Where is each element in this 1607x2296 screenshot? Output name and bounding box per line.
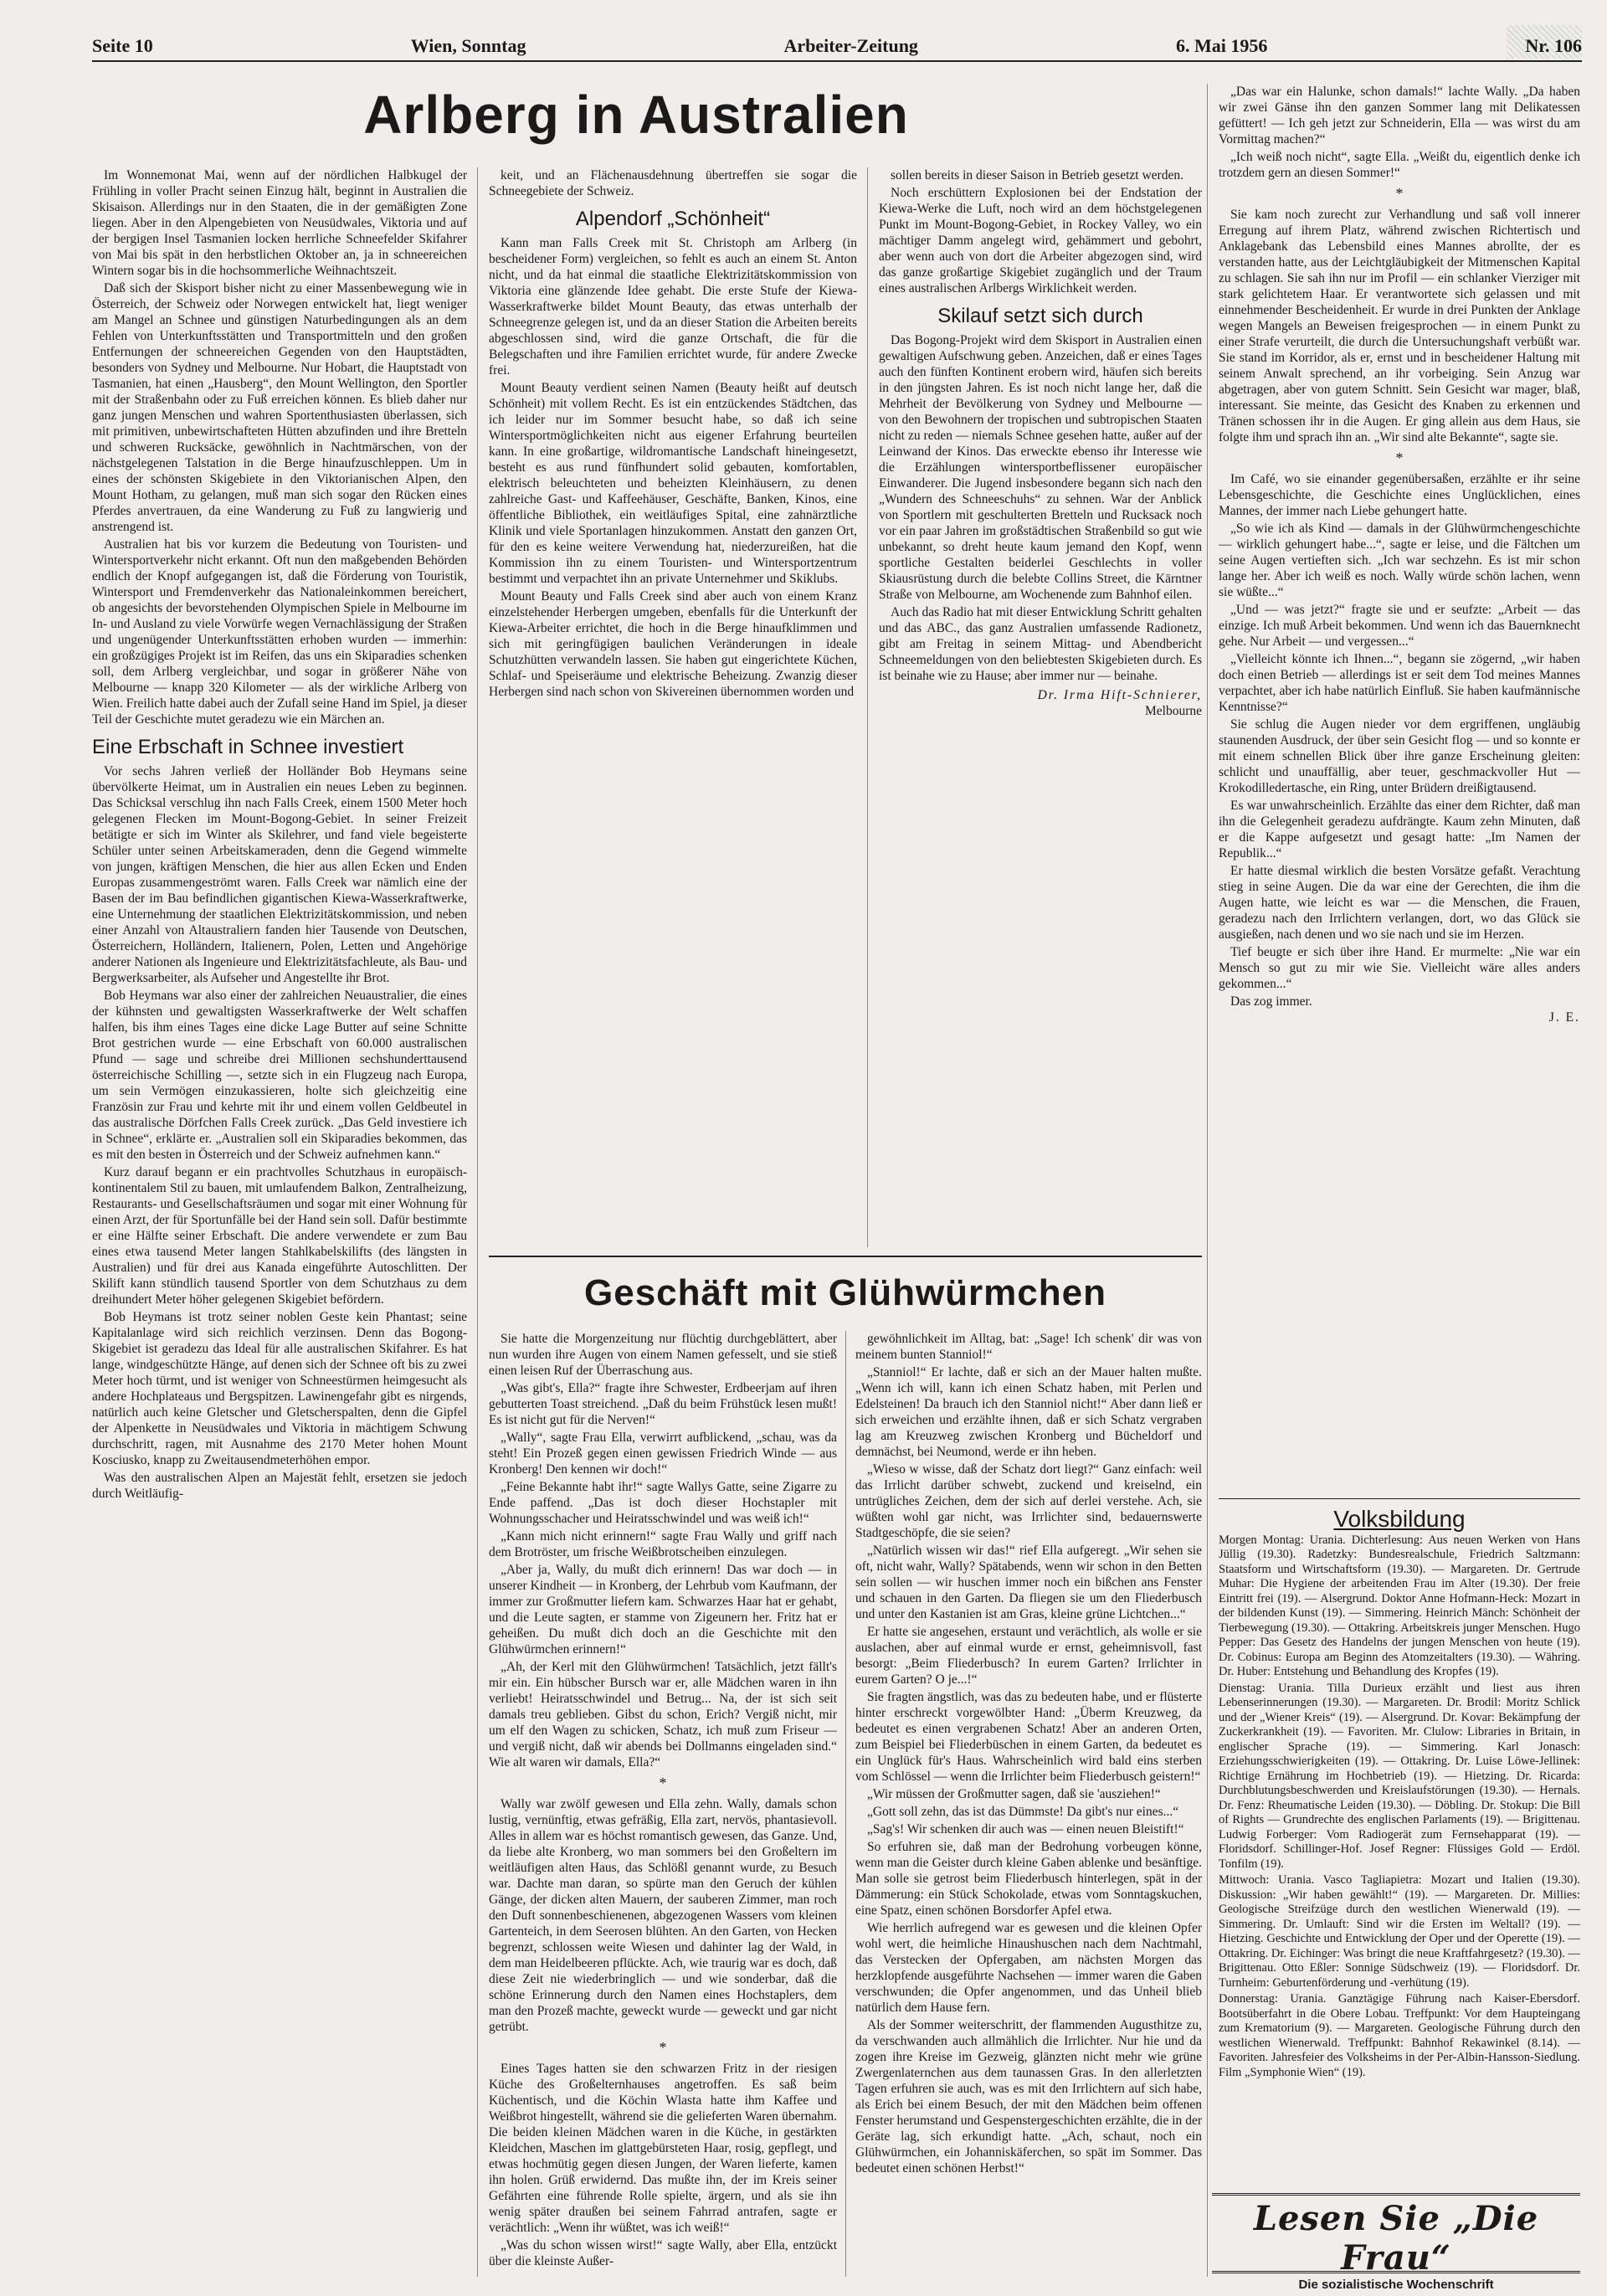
paragraph: Kurz darauf begann er ein prachtvolles Schutzhaus in europäisch-kontinentalem Stil zu bauen, mit umlaufendem Balkon, Zentralheizung, Restaurants- und Gesellschaftsräumen und sogar mit einer Wohnung für einen Arzt, der für Sportunfälle bei der Hand sein soll. Dafür bestimmte er eine Hälfte seiner Erbschaft. Die andere verwendete er zum Bau eines etwa tausend Meter langen Stahlkabelskilifts (des längsten in Australien) und für drei aus Kanada eingeführte Autoschlitten. Der Skilift kann stündlich tausend Sportler von dem Schutzhaus zu dem dreihundert Meter höher gelegenen Skigebiet befördern. <box>92 1165 467 1307</box>
paragraph: „Feine Bekannte habt ihr!“ sagte Wallys Gatte, seine Zigarre zu Ende paffend. „Das ist doch dieser Hochstapler mit Wohnungsschacher und Heiratsschwindel und was weiß ich!“ <box>489 1480 837 1526</box>
author-initials: J. E. <box>1548 1010 1580 1025</box>
paragraph: Auch das Radio hat mit dieser Entwicklung Schritt gehalten und das ABC., das ganz Australien umfassende Radionetz, gibt am Freitag in seinem Mittag- und Abendbericht Schneemeldungen von den beliebtesten Skigebieten durch. Es ist beinahe wie zu Hause; aber immer nur — beinahe. <box>879 605 1202 683</box>
paragraph: Das zog immer. <box>1230 994 1312 1009</box>
article-separator <box>489 1256 1202 1257</box>
paragraph: Mount Beauty verdient seinen Namen (Beauty heißt auf deutsch Schönheit) mit vollem Recht. Es ist ein entzückendes Städtchen, das ich leider nur im Sommer besucht habe, so daß ich seine Wintersportmöglichkeiten nicht aus eigener Erfahrung beurteilen kann. In eine großartige, wildromantische Landschaft hineingesetzt, besteht es aus rund fünfhundert solid gebauten, komfortablen, elektrisch beleuchteten und beheizten Kleinhäusern, zu denen zahlreiche Gast- und Kaffeehäuser, Geschäfte, Banken, Kinos, eine öffentliche Bibliothek, ein weitläufiges Spital, eine zahnärztliche Klinik und viele Sportanlagen hinzukommen. Anstatt den ganzen Ort, für den es keine weitere Verwendung hat, niederzureißen, hat die Kommission ihn zu einem Touristen- und Wintersportzentrum bestimmt und verpachtet ihn an private Unternehmer und Skiklubs. <box>489 381 857 586</box>
column-divider <box>845 1331 846 2277</box>
article-title: Geschäft mit Glühwürmchen <box>584 1272 1106 1313</box>
paragraph: Im Café, wo sie einander gegenübersaßen, erzählte er ihr seine Lebensgeschichte, die Geschichte eines Unglücklichen, eines Mannes, der immer nach Liebe gehungert hatte. <box>1219 472 1580 518</box>
page-number: Seite 10 <box>92 35 153 56</box>
ad-subtitle: Die sozialistische Wochenschrift <box>1298 2278 1494 2292</box>
article2-column-3 <box>1219 84 1580 1490</box>
masthead-rule <box>92 60 1582 62</box>
paragraph: Im Wonnemonat Mai, wenn auf der nördlichen Halbkugel der Frühling in voller Pracht seinen Einzug hält, beginnt in Australien die Skisaison. Allerdings nur in den Staaten, die in der gemäßigten Zone liegen. Aber in den Alpengebieten von Neusüdwales, Viktoria und auf der bergigen Insel Tasmanien locken herrliche Schneefelder Skifahrer von Mai bis spät in den herbstlichen Oktober an, ja in schneereichen Wintern sogar bis in die hochsommerliche Weihnachtszeit. <box>92 168 467 278</box>
author-byline: Dr. Irma Hift-Schnierer, <box>1037 688 1202 702</box>
listing-entry: Mittwoch: Urania. Vasco Tagliapietra: Mozart und Italien (19.30). Diskussion: „Wir haben gewählt!“ (19). — Margareten. Dr. Millies: Geologische Streifzüge durch den westlichen Wienerwald (19). — Simmering. Dr. Umlauft: Sind wir die Ersten im Weltall? (19). — Hietzing. Geschichte und Entwicklung der Oper und der Operette (19). — Ottakring. Dr. Eichinger: Was bringt die neue Kraftfahrgesetz? (19.30). — Brigittenau. Otto Eßler: Sonnige Südschweiz (19). — Floridsdorf. Dr. Turnheim: Geburtenförderung und -verhütung (19). <box>1219 1873 1580 1990</box>
subheading: Eine Erbschaft in Schnee investiert <box>92 736 404 758</box>
paragraph: Wie herrlich aufregend war es gewesen und die kleinen Opfer wohl wert, die heimliche Hinaushuschen nach dem Nachtmahl, das Verstecken der Opfergaben, am nächsten Morgen das herzklopfende ausgeführte Nachsehen — immer waren die Gaben verschwunden; die Opfer angenommen, und das Unheil blieb natürlich dem Hause fern. <box>855 1921 1202 2015</box>
article1-column-2 <box>489 167 857 1247</box>
paragraph: Bob Heymans ist trotz seiner noblen Geste kein Phantast; seine Kapitalanlage wird sich reichlich verzinsen. Denn das Bogong-Skigebiet ist geradezu das Ideal für alle australischen Skifahrer. Es hat lange, windgeschützte Hänge, auf denen sich der Schnee oft bis zu zwei Meter hoch türmt, und ist weniger von Schneestürmen heimgesucht als andere Hochplateaus und Bergspitzen. Lawinengefahr gibt es nirgends, natürlich auch keine Gletscher und Gletscherspalten, denn die Gipfel der Alpenkette in Neusüdwales und Viktoria in mächtigem Schwung durchschritt, ragen, mit Ausnahme des 2170 Meter hohen Mount Kosciusko, knapp zu Zweitausendmeterhöhen empor. <box>92 1310 467 1467</box>
paragraph: Tief beugte er sich über ihre Hand. Er murmelte: „Nie war ein Mensch so gut zu mir wie Sie. Vielleicht wäre alles anders gekommen...“ <box>1219 945 1580 991</box>
section-title: Volksbildung <box>1333 1506 1466 1532</box>
paragraph: „Aber ja, Wally, du mußt dich erinnern! Das war doch — in unserer Kindheit — in Kronberg, der Lehrbub vom Kaufmann, der immer zur Großmutter liefern kam. Schwarzes Haar hat er gehabt, und die Leute sagten, er stamme von Zigeunern her. Fritz hat er geheißen. Du mußt dich doch an die Geschichte mit den Glühwürmchen erinnern!“ <box>489 1563 837 1657</box>
paragraph: „Sag's! Wir schenken dir auch was — einen neuen Bleistift!“ <box>867 1822 1184 1836</box>
section-star: * <box>659 1775 667 1791</box>
subheading: Alpendorf „Schönheit“ <box>575 208 771 230</box>
paragraph: „Natürlich wissen wir das!“ rief Ella aufgeregt. „Wir sehen sie oft, nicht wahr, Wally? Spätabends, wenn wir schon in den Betten sein sollen — wir huschen immer noch ein bißchen ans Fenster und schauen in den Garten. Da fliegen sie um den Fliederbusch und unter den Kastanien ist am Gras, kleine grüne Lichtchen...“ <box>855 1544 1202 1621</box>
paragraph: Sie fragten ängstlich, was das zu bedeuten habe, und er flüsterte hinter erschreckt vorgewölbter Hand: „Überm Kreuzweg, da bedeutet es einen vergrabenen Schatz! Aber an anderen Orten, zum Beispiel bei Fliederbüschen in einem Garten, da bedeutet es ein Unglück für's Haus. Wahrscheinlich wird bald eins sterben vom Schlössel — wenn die Irrlichter beim Fliederbusch geistern!“ <box>855 1690 1202 1784</box>
subheading: Skilauf setzt sich durch <box>937 305 1143 327</box>
paragraph: „Das war ein Halunke, schon damals!“ lachte Wally. „Da haben wir zwei Gänse ihn den ganzen Sommer lang mit Delikatessen gefüttert! — Ich geh jetzt zur Schneiderin, Ella — was wirst du am Vormittag machen?“ <box>1219 85 1580 146</box>
masthead <box>92 35 1582 57</box>
paragraph: keit, und an Flächenausdehnung übertreffen sie sogar die Schneegebiete der Schweiz. <box>489 168 857 198</box>
section-star: * <box>1395 185 1404 202</box>
listing-entry: Dienstag: Urania. Tilla Durieux erzählt und liest aus ihren Lebenserinnerungen (19.30). — Margareten. Dr. Brodil: Moritz Schlick und der „Wiener Kreis“ (19). — Alsergrund. Dr. Kovar: Bekämpfung der Zuckerkrankheit (19). — Favoriten. Mr. Clulow: Libraries in Britain, in englischer Sprache (19). — Simmering. Karl Jonasch: Erziehungsschwierigkeiten (19). — Ottakring. Dr. Luise Löwe-Jellinek: Richtige Ernährung im Hochbetrieb (19). — Hietzing. Dr. Ricarda: Durchblutungsbeschwerden und Kreislaufstörungen (19.30). — Hernals. Dr. Fenz: Rheumatische Leiden (19.30). — Döbling. Dr. Stokup: Die Bill of Rights — Grundrechte des englischen Parlaments (19). — Brigittenau. Ludwig Forberger: Vom Radiogerät zum Fernsehapparat (19). — Floridsdorf. Schillinger-Hof. Josef Regner: Flüssiges Gold — Erdöl. Tonfilm (19). <box>1219 1681 1580 1871</box>
paragraph: Mount Beauty und Falls Creek sind aber auch von einem Kranz einzelstehender Herbergen umgeben, ebenfalls für die Unterkunft der Kiewa-Arbeiter errichtet, die hoch in die Berge hinaufklimmen und sich mit geringfügigen baulichen Veränderungen in ideale Schutzhütten verwandeln lassen. Sie haben gut eingerichtete Küchen, Schlaf- und Speiseräume und elektrische Beheizung. Zwanzig dieser Herbergen sind nach schon von Skivereinen übernommen worden und <box>489 589 857 699</box>
paragraph: Kann man Falls Creek mit St. Christoph am Arlberg (in bescheidener Form) vergleichen, so fehlt es auch an einem St. Anton nicht, und da hat einmal die staatliche Elektrizitätskommission von Viktoria eine glänzende Idee gehabt. Die erste Stufe der Kiewa-Wasserkraftwerke bildet Mount Beauty, das etwas unterhalb der Schneegrenze gelegen ist, und da an dieser Station die Arbeiten bereits abgeschlossen sind, wird die ganze Ortschaft, die für die Belegschaften und ihre Familien errichtet wurde, für andere Zwecke frei. <box>489 236 857 378</box>
paragraph: Australien hat bis vor kurzem die Bedeutung von Touristen- und Wintersportverkehr nicht erkannt. Oft nun den maßgebenden Behörden endlich der Knopf aufgegangen ist, daß die Förderung von Touristik, Wintersport und Fremdenverkehr das Nationaleinkommen bereichert, ob angesichts der bevorstehenden Olympischen Spiele in Melbourne im In- und Ausland zu viele Vorwürfe wegen Vernachlässigung der Straßen und ungenügender Unterkunftsstätten erhoben wurden — immerhin: ein großzügiges Projekt ist im Reifen, das uns ein Skiparadies schenken soll, dem Arlberg vergleichbar, und sogar in größerer Nähe von Melbourne — knapp 320 Kilometer — als der wirkliche Arlberg von Wien. Freilich hatte dabei auch der Zufall seine Hand im Spiel, ja dieser Teil der Geschichte mutet geradezu wie ein Märchen an. <box>92 537 467 727</box>
paragraph: Er hatte diesmal wirklich die besten Vorsätze gefaßt. Verachtung stieg in seine Augen. Die da war eine der Gerechten, die ihm die Augen hatte, wie leicht es war — die Menschen, die Frauen, geradezu nach den Irrlichtern verlangen, dort, wo das Glück sie ausgießen, nach denen und wo sie nach und sie im Herzen. <box>1219 864 1580 942</box>
listing-entry: Donnerstag: Urania. Ganztägige Führung nach Kaiser-Ebersdorf. Bootsüberfahrt in die Obere Lobau. Treffpunkt: Vor dem Haupteingang zum Krematorium (9). — Margareten. Geologische Führung durch den westlichen Wienerwald. Treffpunkt: Bahnhof Rekawinkel (8.14). — Favoriten. Jahresfeier des Volksheims in der Per-Albin-Hansson-Siedlung. Film „Symphonie Wien“ (19). <box>1219 1992 1580 2079</box>
column-divider <box>1207 84 1208 2277</box>
issue-date: 6. Mai 1956 <box>1175 35 1268 56</box>
column-divider <box>867 167 868 1247</box>
paragraph: Vor sechs Jahren verließ der Holländer Bob Heymans seine übervölkerte Heimat, um in Australien ein neues Leben zu beginnen. Das Schicksal verschlug ihn nach Falls Creek, einem 1500 Meter hoch gelegenen Flecken im Mount-Bogong-Gebiet. In seiner Freizeit betätigte er sich im Winter als Skilehrer, und fand viele begeisterte Schüler unter seinen Arbeitskameraden, denn die Gegend wimmelte von jungen, kräftigen Menschen, die hier aus allen Ecken und Enden Europas zusammengeströmt waren. Falls Creek war nämlich eine der Basen der im Bau befindlichen gigantischen Kiewa-Wasserkraftwerke, eine Unternehmung der staatlichen Elektrizitätskommission, und neben einer Anzahl von Altaustraliern fanden hier Tausende von Deutschen, Österreichern, Holländern, Italienern, Polen, Letten und Angehörige anderer Nationen als Ingenieure und Elektrizitätsfachleute, als Bau- und Bergwerksarbeiter, als Aufseher und Angestellte ihr Brot. <box>92 764 467 985</box>
paragraph: „Ah, der Kerl mit den Glühwürmchen! Tatsächlich, jetzt fällt's mir ein. Ein hübscher Bursch war er, alle Mädchen waren in ihn verliebt! Heiratsschwindel und Betrug... Na, der ist sich seit damals treu geblieben. Gibst du schon, Erich? Vergiß nicht, mir um elf den Wagen zu schicken, Schatz, ich muß zum Friseur — und vergiß nicht, daß wir abends bei Dollmanns eingeladen sind.“ Wie alt waren wir damals, Ella?“ <box>489 1660 837 1770</box>
article-title: Arlberg in Australien <box>363 85 909 145</box>
paragraph: So erfuhren sie, daß man der Bedrohung vorbeugen könne, wenn man die Geister durch kleine Gaben ablenke und besänftige. Man solle sie getrost beim Fliederbusch hinterlegen, spät in der Dämmerung: ein Stück Schokolade, etwas vom Sonntagskuchen, eine Spatz, einen schönen Borsdorfer Apfel etwa. <box>855 1840 1202 1918</box>
article2-column-2 <box>855 1331 1202 2277</box>
paragraph: „Gott soll zehn, das ist das Dümmste! Da gibt's nur eines...“ <box>867 1805 1179 1819</box>
paragraph: „Wally“, sagte Frau Ella, verwirrt aufblickend, „schau, was da steht! Ein Prozeß gegen einen gewissen Friedrich Winde — aus Kronberg! Den kennen wir doch!“ <box>489 1431 837 1477</box>
paragraph: Was den australischen Alpen an Majestät fehlt, ersetzen sie jedoch durch Weitläufig- <box>92 1471 467 1501</box>
paragraph: gewöhnlichkeit im Alltag, bat: „Sage! Ich schenk' dir was von meinem bunten Stanniol!“ <box>855 1332 1202 1362</box>
advertisement-box <box>1212 2193 1580 2292</box>
paragraph: „Was gibt's, Ella?“ fragte ihre Schwester, Erdbeerjam auf ihren gebutterten Toast streichend. „Daß du beim Frühstück lesen mußt! Es ist nicht gut für die Nerven!“ <box>489 1381 837 1427</box>
paragraph: Bob Heymans war also einer der zahlreichen Neuaustralier, die eines der kühnsten und gewaltigsten Wasserkraftwerke der Welt schaffen halfen, bis ihm eines Tages eine dicke Lage Butter auf seine Schnitte Brot gestrichen wurde — eine Erbschaft von 60.000 australischen Pfund — sage und schreibe drei Millionen sechshunderttausend österreichische Schilling —, setzte sich in ein Flugzeug nach Europa, um sein Vermögen einzukassieren, holte sich gleichzeitig eine Französin zur Frau und kehrte mit ihr und einem vollen Geldbeutel in das australische Dörfchen Falls Creek zurück. „Das Geld investiere ich in Schnee“, erklärte er. „Australien soll ein Skiparadies bekommen, das es mit den besten in Österreich und der Schweiz aufnehmen kann.“ <box>92 989 467 1162</box>
paragraph: „Ich weiß noch nicht“, sagte Ella. „Weißt du, eigentlich denke ich trotzdem gern an diesen Sommer!“ <box>1219 150 1580 180</box>
article1-column-1 <box>92 167 467 2277</box>
paragraph: „Wieso w wisse, daß der Schatz dort liegt?“ Ganz einfach: weil das Irrlicht darüber schwebt, zuckend und kreiselnd, ein untrügliches Zeichen, dem der sich auf derlei verstehe. Ach, sie wüßten wohl gar nicht, was Irrlichter sind, bedauernswerte Stadtgeschöpfe, die sie seien? <box>855 1462 1202 1540</box>
paragraph: „Vielleicht könnte ich Ihnen...“, begann sie zögernd, „wir haben doch einen Betrieb — allerdings ist er seit dem Tod meines Mannes verpachtet, aber ich habe natürlich Einfluß. Sie haben kaufmännische Kenntnisse?“ <box>1219 652 1580 714</box>
paragraph: „Stanniol!“ Er lachte, daß er sich an der Mauer halten mußte. „Wenn ich will, kann ich einen Schatz haben, mit Perlen und Edelsteinen! Da brauch ich den Stanniol nicht!“ Aber dann ließ er sich erweichen und erzählte ihnen, daß er sich Schatz vergraben lag am Kreuzweg zwischen Kronberg und Bücheldorf und demnächst, bei Neumond, werde er ihn heben. <box>855 1365 1202 1459</box>
paragraph: „Wir müssen der Großmutter sagen, daß sie 'ausziehen!“ <box>867 1787 1161 1801</box>
paragraph: Er hatte sie angesehen, erstaunt und verächtlich, als wolle er sie auslachen, aber auf einmal wurde er ernst, geheimnisvoll, fast besorgt: „Beim Fliederbusch? In eurem Garten? Irrlichter in eurem Garten? O je...!“ <box>855 1625 1202 1687</box>
paragraph: Als der Sommer weiterschritt, der flammenden Augusthitze zu, da verschwanden auch allmählich die Irrlichter. Nur hie und da zogen ihre Kreise im Gezweig, glänzten nicht mehr wie grüne Zwergenlaternchen aus dem taunassen Gras. In den allerletzten Tagen erfuhren sie auch, was es mit den Irrlichtern auf sich habe, als Erich bei einem Besuch, der mit den Mädchen beim offenen Fenster herumstand und Gespenstergeschichten erzählte, die in der Geräte lag, sich erkundigt hatte. „Ach, schaut, noch ein Glühwürmchen, ein Johanniskäferchen, so spät im Sommer. Das bedeutet einen schönen Herbst!“ <box>855 2018 1202 2175</box>
place-day: Wien, Sonntag <box>410 35 526 56</box>
article1-column-3 <box>879 167 1202 1247</box>
paragraph: Sie schlug die Augen nieder vor dem ergriffenen, ungläubig staunenden Ausdruck, der über sein Gesicht flog — und so konnte er mit einem schnellen Blick über ihre ganze Erscheinung gleiten: schlicht und unauffällig, aber teuer, geschmackvoller Hut — Krokodilledertasche, ein Ring, unter Brüdern dreißigtausend. <box>1219 717 1580 795</box>
paragraph: Eines Tages hatten sie den schwarzen Fritz in der riesigen Küche des Großelternhauses angetroffen. Es saß beim Küchentisch, und die Köchin Wlasta hatte ihm Kaffee und Weißbrot hingestellt, während sie die gelieferten Waren übernahm. Die beiden kleinen Mädchen waren in die Küche, in gestärkten Kleidchen, Maschen im glattgebürsteten Haar, rosig, gepflegt, und etwas hochmütig gegen diesen Jungen, der Waren lieferte, kamen ihn holen. Grüß erwidernd. Das mußte ihn, der im Kreis seiner Gefährten eine führende Rolle spielte, ärgern, und als sie ihn wenig später draußen bei seinem Fahrrad antrafen, sagte er verächtlich: „Wenn ihr wüßtet, was ich weiß!“ <box>489 2062 837 2235</box>
paragraph: Daß sich der Skisport bisher nicht zu einer Massenbewegung wie in Österreich, der Schweiz oder Norwegen entwickelt hat, liegt weniger am Mangel an Schnee und günstigen Naturbedingungen als an dem Fehlen von Unterkunftsstätten und Transportmitteln und den großen Entfernungen der schneereichen Gegenden von den Hauptstädten, besonders von Sydney und Melbourne. Nur Hobart, die Hauptstadt von Tasmanien, hat einen „Hausberg“, den Mount Wellington, den Sportler mit der Straßenbahn oder zu Fuß erreichen können. Es blieb daher nur ganz jungen Menschen und wahren Sportenthusiasten überlassen, sich mit primitiven, unbewirtschafteten Hütten abzufinden und ihre Bretteln und schweren Rucksäcke, gewöhnlich in Nachtmärschen, von der nächstgelegenen Talstation in die Berge hinaufzuschleppen. Um in eines der schönsten Skigebiete in den Viktorianischen Alpen, den Mount Hotham, zu gelangen, muß man sich sogar den Rücken eines Pferdes anvertrauen, da eine Wanderung zu Fuß zu langwierig und anstrengend ist. <box>92 281 467 534</box>
paragraph: „Was du schon wissen wirst!“ sagte Wally, aber Ella, entzückt über die kleinste Außer- <box>489 2238 837 2268</box>
paragraph: Wally war zwölf gewesen und Ella zehn. Wally, damals schon lustig, vernünftig, etwas gefräßig, Ella zart, nervös, phantasievoll. Alles in allem war es höchst romantisch gewesen, das Ganze. Und, da liebe alte Kronberg, wo man sommers bei den Großeltern im weitläufigen alten Haus, das Schlößl genannt wurde, zu Besuch war. Dachte man daran, so spürte man den Geruch der kühlen Gänge, der dicken alten Mauern, der sauberen Zimmer, man roch den Duft sonnenbeschienenen, abgezogenen Wassers vom kleinen Gartenteich, in dem Seerosen blühten. An den Garten, von Hecken begrenzt, schlossen weite Wiesen und dahinter lag der Wald, in dem man Heidelbeeren pflückte. Ach, wie traurig war es doch, daß diese Zeit nie wiederbringlich — und wie sonderbar, daß die schöne Erinnerung durch den Namen eines Hochstaplers, dem man den Prozeß machte, geweckt wurde — geweckt und gar nicht getrübt. <box>489 1797 837 2034</box>
paragraph: Noch erschüttern Explosionen bei der Endstation der Kiewa-Werke die Luft, noch wird an dem höchstgelegenen Punkt im Mount-Bogong-Gebiet, in Rockey Valley, wo ein mächtiger Damm angelegt wird, gehämmert und gebohrt, aber wenn auch von dort die Arbeiter abgezogen sind, wird das ganze großartige Skigebiet zugänglich und der Traum eines australischen Arlbergs Wirklichkeit werden. <box>879 186 1202 295</box>
listing-entry: Morgen Montag: Urania. Dichterlesung: Aus neuen Werken von Hans Jüllig (19.30). Radetzky: Bundesrealschule, Friedrich Saltzmann: Staatsform und Wirtschaftsform (19.30). — Margareten. Dr. Gertrude Muhar: Die Hygiene der arbeitenden Frau im Alter (19.30). Der freie Eintritt frei (19). — Alsergrund. Doktor Anne Hofmann-Heck: Mozart in der bildenden Kunst (19). — Simmering. Heinrich Mänch: Schönheit der Tierbewegung (19.30). — Ottakring. Arbeitskreis junger Menschen. Hugo Pepper: Das Gesetz des Handelns der jungen Menschen von heute (19). Dr. Cobinus: Europa am Beginn des Atomzeitalters (19.30). — Währing. Dr. Huber: Entstehung und Behandlung des Kropfes (19). <box>1219 1533 1580 1678</box>
paragraph: „Kann mich nicht erinnern!“ sagte Frau Wally und griff nach dem Brotröster, um frische Weißbrotscheiben einzulegen. <box>489 1529 837 1559</box>
section-star: * <box>659 2039 667 2056</box>
paragraph: Es war unwahrscheinlich. Erzählte das einer dem Richter, daß man ihn die Gelegenheit geradezu aufdrängte. Kaum zehn Minuten, daß er die Kappe aufgesetzt und gesagt hatte: „Im Namen der Republik...“ <box>1219 799 1580 860</box>
section-separator <box>1219 1498 1580 1499</box>
paragraph: sollen bereits in dieser Saison in Betrieb gesetzt werden. <box>891 168 1183 182</box>
ad-title: Lesen Sie „Die Frau“ <box>1253 2199 1539 2278</box>
paragraph: Sie hatte die Morgenzeitung nur flüchtig durchgeblättert, aber nun wurden ihre Augen von einem Namen gefesselt, und sie stieß einen leisen Ruf der Überraschung aus. <box>489 1332 837 1378</box>
column-divider <box>477 167 478 2277</box>
section-star: * <box>1395 449 1404 466</box>
paragraph: Sie kam noch zurecht zur Verhandlung und saß voll innerer Erregung auf ihrem Platz, während zwischen Richtertisch und Anklagebank das Lebensbild eines Mannes abrollte, der es verstanden hatte, aus der Leichtgläubigkeit der Mitmenschen Kapital zu schlagen. Sie sah ihn nur im Profil — ein schlanker Vierziger mit stark gelichtetem Haar. Er verantwortete sich gelassen und mit einnehmender Bescheidenheit. Er wurde in drei Punkten der Anklage wegen Mangels an Beweisen freigesprochen — in einem Punkt zu einer Strafe verurteilt, die durch die Untersuchungshaft verbüßt war. Sie stand im Korridor, als er, ernst und in bescheidener Haltung mit seinem Anwalt sprechend, an ihr vorbeiging. Sein Anzug war abgetragen, aber von gutem Schnitt. Sein Gesicht war mager, blaß, interessant. Sie meinte, das Gesicht des Knaben zu erkennen und Tränen schossen ihr in die Augen. Er ging allein aus dem Haus, sie folgte ihm und sprach ihn an. „Wir sind alte Bekannte“, sagte sie. <box>1219 208 1580 444</box>
author-location: Melbourne <box>1144 704 1202 718</box>
article2-column-1 <box>489 1331 837 2277</box>
paragraph: „Und — was jetzt?“ fragte sie und er seufzte: „Arbeit — das einzige. Ich muß Arbeit bekommen. Und wenn ich das Bauernknecht gehe. Nur Arbeit — und vergessen...“ <box>1219 603 1580 649</box>
paragraph: „So wie ich als Kind — damals in der Glühwürmchengeschichte — wirklich gehungert habe...“, sagte er leise, und die Fältchen um seine Augen vertieften sich. „Ich war sechzehn. Es ist mir schon lange her. Aber ich weiß es noch. Wally würde schön lachen, wenn sie wüßte...“ <box>1219 521 1580 599</box>
volksbildung-section <box>1219 1503 1580 2190</box>
paragraph: Das Bogong-Projekt wird dem Skisport in Australien einen gewaltigen Aufschwung geben. Anzeichen, daß er eines Tages auch den fünften Kontinent erobern wird, häufen sich bereits in den jüngsten Jahren. Es ist noch nicht lange her, daß die Mehrheit der Bevölkerung von Sydney und Melbourne — von den Bewohnern der tropischen und subtropischen Staaten nicht zu reden — niemals Schnee gesehen hatte, außer auf der Leinwand der Kinos. Das erweckte ebenso ihr Interesse wie die Erzählungen wintersportbeflissener europäischer Einwanderer. Die Jugend insbesondere begann sich nach den „Wundern des Schneeschuhs“ zu sehnen. War der Anblick von Sportlern mit geschulterten Bretteln und Rucksack noch vor ein paar Jahren im großstädtischen Straßenbild so gut wie unbekannt, so dreht heute kaum jemand den Kopf, wenn sportliche Gestalten beiderlei Geschlechts in voller Skiausrüstung durch die belebte Collins Street, die Kärntner Straße von Melbourne, am Wochenende zum Bahnhof eilen. <box>879 333 1202 602</box>
issue-number: Nr. 106 <box>1525 35 1582 56</box>
paper-name: Arbeiter-Zeitung <box>783 35 918 56</box>
